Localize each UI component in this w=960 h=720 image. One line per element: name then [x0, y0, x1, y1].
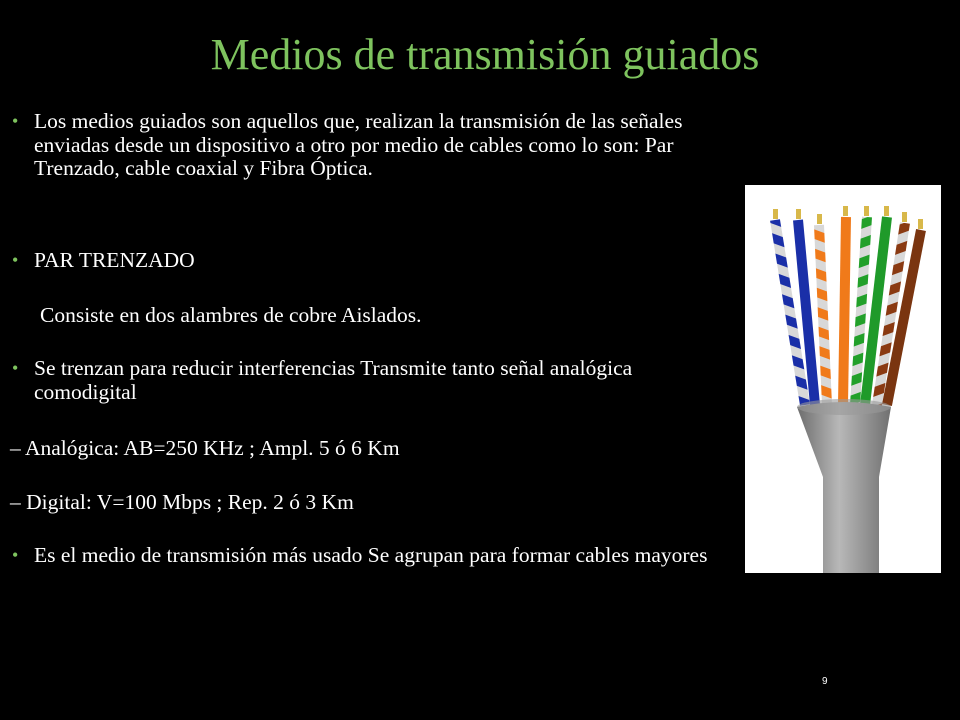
bullet-dot-icon: • — [12, 111, 19, 131]
bullet-item — [12, 543, 724, 568]
bullet-text-guided-media: Los medios guiados son aquellos que, realizan la transmisión de las señales enviadas desde un dispositivo a otro por medio de cables como lo son: Par Trenzado, cable coaxial y Fibra Óptica. — [34, 109, 683, 180]
cable-jacket — [797, 402, 891, 573]
cable-illustration — [745, 185, 941, 573]
text-analogica: – Analógica: AB=250 KHz ; Ampl. 5 ó 6 Km — [10, 436, 400, 460]
text-digital: – Digital: V=100 Mbps ; Rep. 2 ó 3 Km — [10, 490, 354, 514]
text-consiste: Consiste en dos alambres de cobre Aislados. — [40, 303, 422, 327]
bullet-text-par-trenzado: PAR TRENZADO — [34, 248, 195, 272]
bullet-item — [12, 248, 724, 273]
bullet-item — [12, 109, 724, 181]
wire-orange-stripe — [817, 214, 827, 405]
bullet-dot-icon: • — [12, 250, 19, 270]
slide-title: Medios de transmisión guiados — [210, 30, 760, 79]
bullet-dot-icon: • — [12, 358, 19, 378]
bullet-text-medio-mas-usado: Es el medio de transmisión más usado Se agrupan para formar cables mayores — [34, 543, 708, 567]
bullet-text-trenzan: Se trenzan para reducir interferencias Transmite tanto señal analógica comodigital — [34, 356, 633, 404]
bullet-dot-icon: • — [12, 545, 19, 565]
bullet-item — [12, 356, 724, 404]
page-number: 9 — [822, 676, 828, 687]
twisted-pair-cable-image — [745, 185, 941, 573]
wire-orange — [843, 206, 848, 405]
